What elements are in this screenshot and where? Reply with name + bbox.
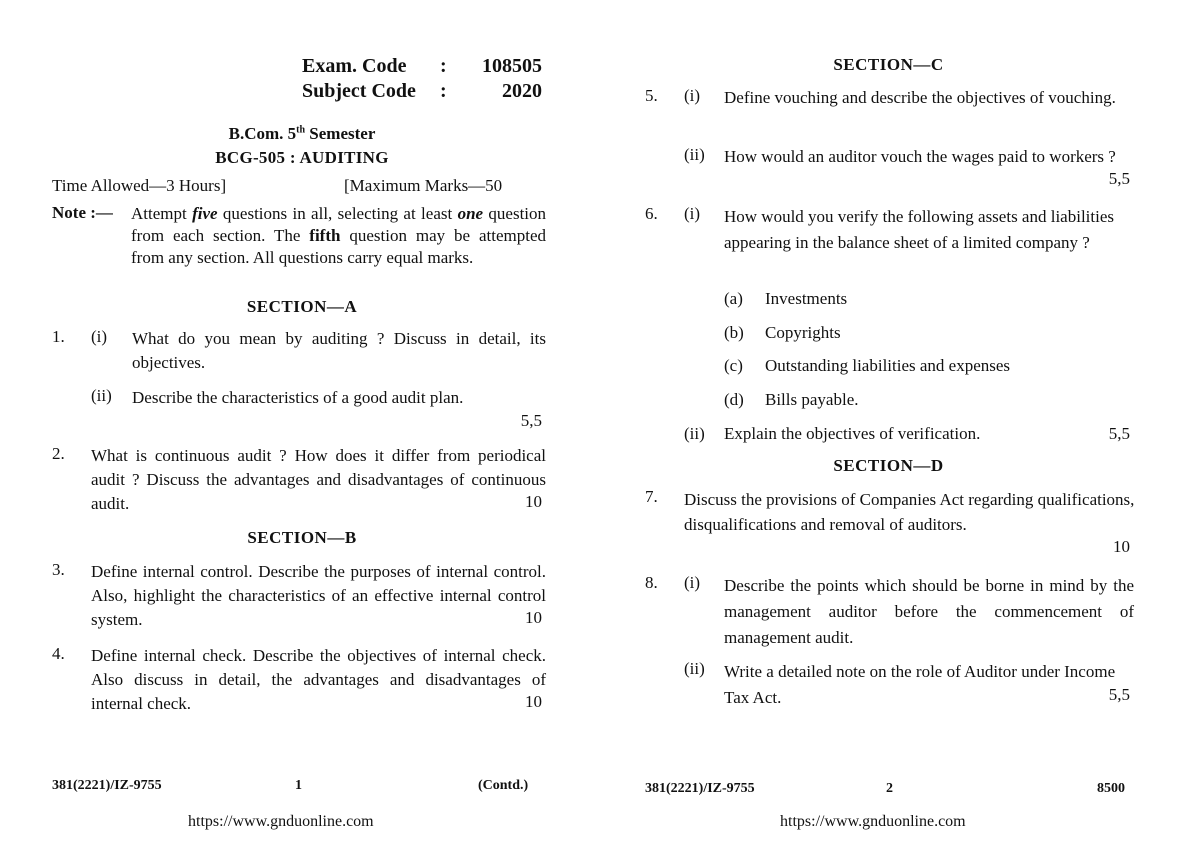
q6-i-label: (i) — [684, 204, 701, 223]
course-prefix: B.Com. 5 — [228, 124, 297, 143]
right-footer-count: 8500 — [1097, 781, 1125, 796]
q6-ii-text: Explain the objectives of verification. — [724, 424, 981, 443]
q2-number: 2. — [52, 444, 65, 463]
left-footer-code: 381(2221)/IZ-9755 — [52, 778, 162, 793]
q7-marks: 10 — [1113, 537, 1130, 556]
time-allowed: Time Allowed—3 Hours] — [52, 176, 227, 195]
q6-marks: 5,5 — [1108, 424, 1130, 443]
right-footer-code: 381(2221)/IZ-9755 — [645, 781, 755, 796]
q5-number: 5. — [645, 86, 658, 105]
q4-marks: 10 — [525, 692, 542, 711]
q6-d-text: Bills payable. — [765, 390, 859, 409]
q4-text: Define internal check. Describe the objectives of internal check. Also discuss in detail, the advantages and disadvantages of internal check. — [91, 646, 546, 713]
q6-ii-label: (ii) — [684, 424, 705, 443]
q8-i-text: Describe the points which should be borne in mind by the management auditor before the commencement of management audit. — [724, 576, 1134, 647]
left-footer-page: 1 — [295, 778, 302, 793]
q7-number: 7. — [645, 487, 658, 506]
q1-number: 1. — [52, 327, 65, 346]
note-one: one — [457, 204, 484, 223]
course-sup: th — [296, 124, 306, 136]
q6-a-label: (a) — [724, 289, 743, 308]
q5-marks: 5,5 — [1108, 169, 1130, 188]
q6-a-text: Investments — [765, 289, 848, 308]
q8-ii-label: (ii) — [684, 659, 705, 678]
q6-c-text: Outstanding liabilities and expenses — [765, 356, 1011, 375]
q4-number: 4. — [52, 644, 65, 663]
note-part1: Attempt — [131, 204, 193, 223]
q1-marks: 5,5 — [520, 411, 542, 430]
q6-b-text: Copyrights — [765, 323, 841, 342]
q6-b-label: (b) — [724, 323, 744, 342]
exam-code-sep: : — [440, 55, 447, 77]
note-five: five — [192, 204, 218, 223]
section-d-heading: SECTION—D — [833, 456, 944, 475]
note-part2: questions in all, selecting at least — [217, 204, 458, 223]
exam-code — [302, 55, 547, 103]
q5-i-label: (i) — [684, 86, 701, 105]
note-part3: question from each section. The — [131, 204, 547, 245]
q2-marks: 10 — [525, 492, 542, 511]
q7-text: Discuss the provisions of Companies Act regarding qualifications, disqualifications and removal of auditors. — [684, 490, 1135, 534]
q1-ii-label: (ii) — [91, 386, 112, 405]
q1-i-label: (i) — [91, 327, 108, 346]
subject-code-label: Subject Code — [302, 80, 416, 102]
left-footer-url[interactable]: https://www.gnduonline.com — [188, 813, 374, 830]
q2-text: What is continuous audit ? How does it differ from periodical audit ? Discuss the advantages and disadvantages of continuous audit. — [91, 446, 546, 513]
q6-number: 6. — [645, 204, 658, 223]
section-a-heading: SECTION—A — [246, 297, 358, 316]
right-footer-page: 2 — [886, 781, 893, 796]
q5-ii-label: (ii) — [684, 145, 705, 164]
q3-text: Define internal control. Describe the purposes of internal control. Also, highlight the characteristics of an effective internal control system. — [91, 562, 546, 629]
q8-marks: 5,5 — [1108, 685, 1130, 704]
q6-d-label: (d) — [724, 390, 744, 409]
note-part4: question may be attempted from any section. All questions carry equal marks. — [131, 226, 546, 267]
course-title — [52, 124, 552, 144]
left-footer-contd: (Contd.) — [478, 778, 529, 793]
exam-code-label: Exam. Code — [302, 55, 407, 77]
q1-ii-text: Describe the characteristics of a good audit plan. — [132, 388, 464, 407]
note-fifth: fifth — [309, 226, 341, 245]
note-body — [131, 203, 546, 269]
q5-ii-text: How would an auditor vouch the wages paid to workers ? — [724, 147, 1116, 166]
note-label: Note :— — [52, 203, 113, 222]
q8-ii-text: Write a detailed note on the role of Auditor under Income Tax Act. — [724, 662, 1116, 707]
q8-i-label: (i) — [684, 573, 701, 592]
right-footer-url[interactable]: https://www.gnduonline.com — [780, 813, 966, 830]
q3-number: 3. — [52, 560, 65, 579]
subject-code-value: 2020 — [502, 80, 542, 102]
subject-code-sep: : — [440, 80, 447, 102]
q6-i-text: How would you verify the following assets and liabilities appearing in the balance sheet of a limited company ? — [724, 207, 1114, 252]
section-c-heading: SECTION—C — [833, 55, 944, 74]
exam-code-value: 108505 — [482, 55, 542, 77]
q8-number: 8. — [645, 573, 658, 592]
max-marks: [Maximum Marks—50 — [344, 176, 503, 195]
course-suffix: Semester — [305, 124, 376, 143]
q6-c-label: (c) — [724, 356, 743, 375]
q1-i-text: What do you mean by auditing ? Discuss in detail, its objectives. — [132, 329, 546, 372]
q3-marks: 10 — [525, 608, 542, 627]
q5-i-text: Define vouching and describe the objectives of vouching. — [724, 88, 1116, 107]
paper-title: BCG-505 : AUDITING — [215, 148, 389, 167]
section-b-heading: SECTION—B — [247, 528, 357, 547]
